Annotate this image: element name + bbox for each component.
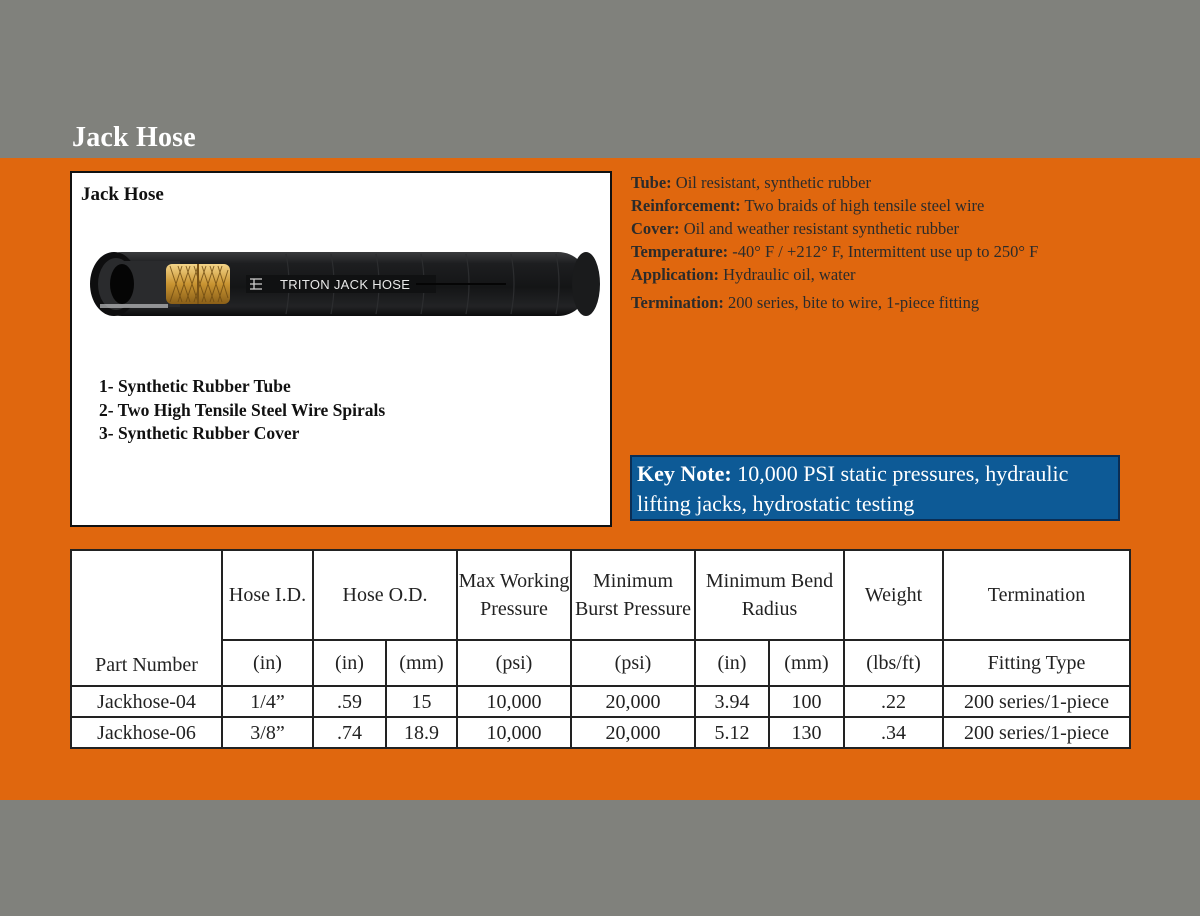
- unit-weight: (lbs/ft): [844, 640, 943, 686]
- unit-hose-od-mm: (mm): [386, 640, 457, 686]
- cell-hose-od-mm: 18.9: [386, 717, 457, 748]
- spec-row-cover: [631, 217, 1038, 240]
- table-row: [71, 717, 1130, 748]
- cell-part-number: Jackhose-06: [71, 717, 222, 748]
- spec-key: Termination:: [631, 293, 724, 312]
- spec-row-temperature: [631, 240, 1038, 263]
- cell-hose-od-mm: 15: [386, 686, 457, 717]
- cell-termination: 200 series/1-piece: [943, 717, 1130, 748]
- spec-row-application: [631, 263, 1038, 286]
- cell-minimum-burst-pressure: 20,000: [571, 686, 695, 717]
- table-units-row: [71, 640, 1130, 686]
- cell-bend-radius-mm: 130: [769, 717, 844, 748]
- cell-weight: .34: [844, 717, 943, 748]
- spec-value: Two braids of high tensile steel wire: [740, 196, 985, 215]
- spec-list: [631, 171, 1038, 314]
- key-note-label: Key Note:: [637, 461, 732, 486]
- header-hose-id: Hose I.D.: [222, 550, 313, 640]
- cell-hose-od-in: .74: [313, 717, 386, 748]
- cell-weight: .22: [844, 686, 943, 717]
- header-termination: Termination: [943, 550, 1130, 640]
- product-image-title: Jack Hose: [81, 184, 164, 205]
- cell-hose-od-in: .59: [313, 686, 386, 717]
- hose-layer-list: [99, 375, 385, 446]
- layer-item: 1- Synthetic Rubber Tube: [99, 376, 291, 396]
- header-max-working-pressure: Max Working Pressure: [457, 550, 571, 640]
- table-header-row: [71, 550, 1130, 640]
- header-minimum-burst-pressure: Minimum Burst Pressure: [571, 550, 695, 640]
- header-part-number: Part Number: [71, 550, 222, 686]
- spec-value: Oil resistant, synthetic rubber: [671, 173, 872, 192]
- spec-key: Cover:: [631, 219, 680, 238]
- table-row: [71, 686, 1130, 717]
- header-weight: Weight: [844, 550, 943, 640]
- layer-item: 2- Two High Tensile Steel Wire Spirals: [99, 399, 386, 420]
- specification-table: [70, 549, 1131, 749]
- cell-bend-radius-mm: 100: [769, 686, 844, 717]
- unit-bend-radius-mm: (mm): [769, 640, 844, 686]
- cell-minimum-burst-pressure: 20,000: [571, 717, 695, 748]
- cell-hose-id-in: 1/4”: [222, 686, 313, 717]
- spec-value: Hydraulic oil, water: [719, 265, 856, 284]
- key-note-text: 10,000 PSI static pressures, hydraulic lifting jacks, hydrostatic testing: [637, 461, 1069, 516]
- header-hose-od: Hose O.D.: [313, 550, 457, 640]
- product-image-panel: [70, 171, 612, 527]
- hose-print-label: TRITON JACK HOSE: [280, 277, 411, 292]
- unit-hose-id-in: (in): [222, 640, 313, 686]
- spec-key: Application:: [631, 265, 720, 284]
- cell-part-number: Jackhose-04: [71, 686, 222, 717]
- cell-max-working-pressure: 10,000: [457, 686, 571, 717]
- unit-hose-od-in: (in): [313, 640, 386, 686]
- cell-bend-radius-in: 3.94: [695, 686, 769, 717]
- cell-max-working-pressure: 10,000: [457, 717, 571, 748]
- spec-key: Tube:: [631, 173, 672, 192]
- spec-value: 200 series, bite to wire, 1-piece fitting: [723, 293, 980, 312]
- spec-value: Oil and weather resistant synthetic rubber: [679, 219, 960, 238]
- hose-cutaway-image: [86, 246, 600, 322]
- page-title: Jack Hose: [72, 122, 196, 153]
- spec-value: -40° F / +212° F, Intermittent use up to 250° F: [728, 242, 1039, 261]
- spec-row-tube: [631, 171, 1038, 194]
- spec-row-reinforcement: [631, 194, 1038, 217]
- layer-item: 3- Synthetic Rubber Cover: [99, 423, 300, 443]
- spec-row-termination: [631, 291, 1038, 314]
- unit-termination: Fitting Type: [943, 640, 1130, 686]
- key-note-callout: [630, 455, 1120, 521]
- unit-bend-radius-in: (in): [695, 640, 769, 686]
- cell-termination: 200 series/1-piece: [943, 686, 1130, 717]
- unit-minimum-burst-pressure: (psi): [571, 640, 695, 686]
- header-minimum-bend-radius: Minimum Bend Radius: [695, 550, 844, 640]
- cell-bend-radius-in: 5.12: [695, 717, 769, 748]
- spec-key: Reinforcement:: [631, 196, 741, 215]
- unit-max-working-pressure: (psi): [457, 640, 571, 686]
- spec-key: Temperature:: [631, 242, 729, 261]
- cell-hose-id-in: 3/8”: [222, 717, 313, 748]
- bottom-gray-band: [0, 800, 1200, 916]
